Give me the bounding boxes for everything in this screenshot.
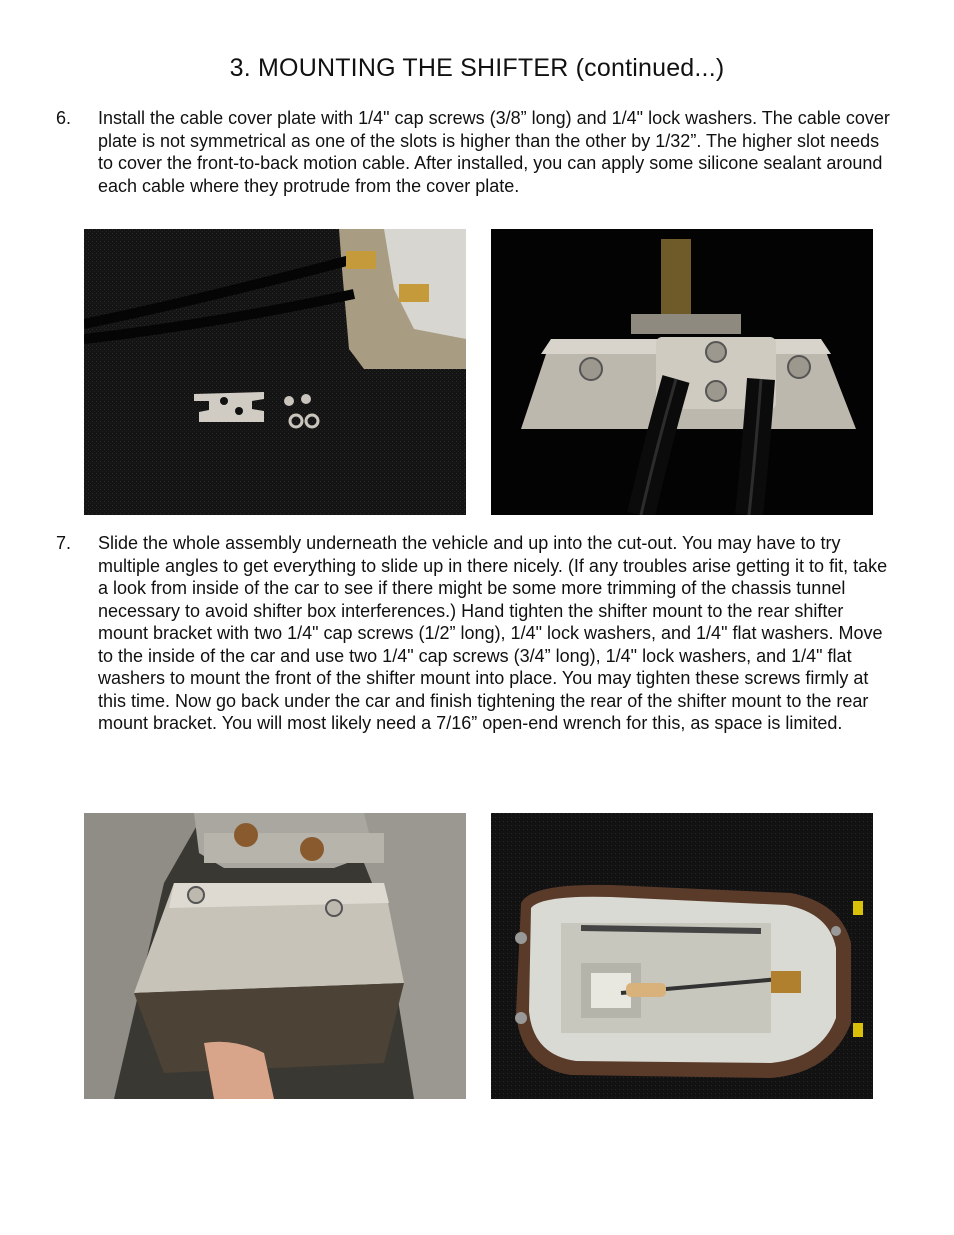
step-6-number: 6. [56, 108, 72, 128]
step-7 [56, 532, 896, 735]
page-title: 3. MOUNTING THE SHIFTER (continued...) [229, 54, 725, 82]
photo-interior-shifter [491, 813, 873, 1099]
step-7-number: 7. [56, 533, 72, 553]
photo-cover-plate-parts [84, 229, 466, 515]
photo-underside-mount [84, 813, 466, 1099]
step-7-text: Slide the whole assembly underneath the vehicle and up into the cut-out. You may have to try multiple angles to get everything to slide up in there nicely. (If any troubles arise getting it to fit, take a look from inside of the car to see if there might be some more trimming of the chassis tunnel necessary to avoid shifter box interferences.) Hand tighten the shifter mount to the rear shifter mount bracket with two 1/4" cap screws (1/2” long), 1/4" lock washers, and 1/4" flat washers. Move to the inside of the car and use two 1/4" cap screws (3/4” long), 1/4" lock washers, and 1/4" flat washers to mount the front of the shifter mount into place. You may tighten these screws firmly at this time. Now go back under the car and finish tightening the rear of the shifter mount to the rear mount bracket. You will most likely need a 7/16” open-end wrench for this, as space is limited. [98, 533, 888, 733]
step-6-text: Install the cable cover plate with 1/4" cap screws (3/8” long) and 1/4" lock washers. The cable cover plate is not symmetrical as one of the slots is higher than the other by 1/32”. The higher slot needs to cover the front-to-back motion cable. After installed, you can apply some silicone sealant around each cable where they protrude from the cover plate. [98, 108, 890, 196]
step-6 [56, 107, 896, 197]
photo-cover-plate-installed [491, 229, 873, 515]
